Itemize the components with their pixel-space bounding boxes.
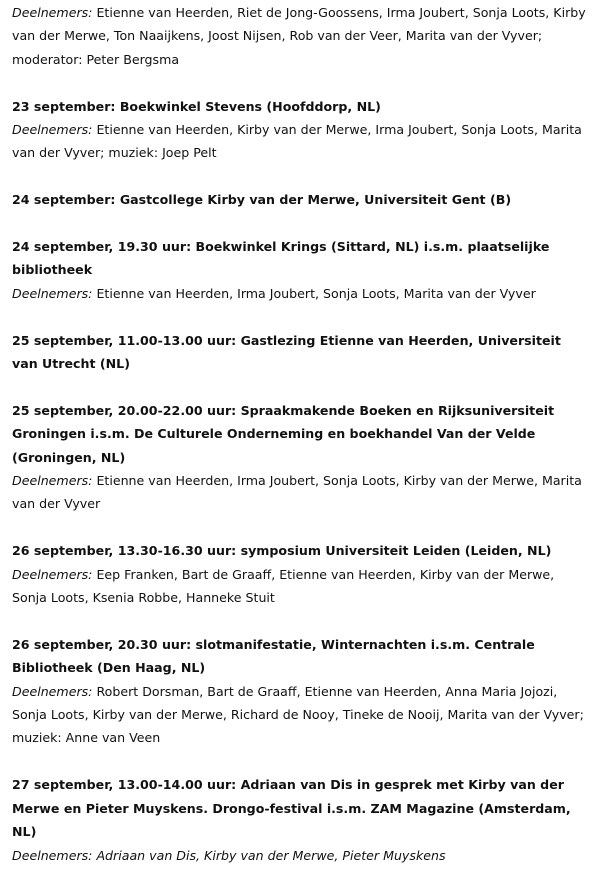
participants-names: Robert Dorsman, Bart de Graaff, Etienne van Heerden, Anna Maria Jojozi, Sonja Loots, Kirby van der Merwe, Richard de Nooy, Tineke de Nooij, Marita van der Vyver; muziek: Anne van Veen xyxy=(12,683,584,746)
event-participants xyxy=(12,469,590,516)
event-participants xyxy=(12,118,590,165)
event-title: 26 september, 13.30-16.30 uur: symposium Universiteit Leiden (Leiden, NL) xyxy=(12,543,552,559)
event-item xyxy=(12,1,590,71)
participants-names: Etienne van Heerden, Riet de Jong-Goossens, Irma Joubert, Sonja Loots, Kirby van der Merwe, Ton Naaijkens, Joost Nijsen, Rob van der Veer, Marita van der Vyver; moderator: Peter Bergsma xyxy=(12,5,586,67)
event-participants xyxy=(12,680,590,750)
event-title: 27 september, 13.00-14.00 uur: Adriaan van Dis in gesprek met Kirby van der Merwe en Pieter Muyskens. Drongo-festival i.s.m. ZAM Magazine (Amsterdam, NL) xyxy=(12,777,571,840)
participants-names: Adriaan van Dis, Kirby van der Merwe, Pieter Muyskens xyxy=(96,847,446,863)
event-title: 24 september: Gastcollege Kirby van der Merwe, Universiteit Gent (B) xyxy=(12,192,512,208)
participants-label: Deelnemers: xyxy=(12,285,93,301)
event-title: 25 september, 11.00-13.00 uur: Gastlezing Etienne van Heerden, Universiteit van Utrecht (NL) xyxy=(12,332,561,372)
event-title: 26 september, 20.30 uur: slotmanifestatie, Winternachten i.s.m. Centrale Bibliotheek (Den Haag, NL) xyxy=(12,636,535,676)
participants-label: Deelnemers: xyxy=(12,5,93,20)
participants-names: Etienne van Heerden, Kirby van der Merwe, Irma Joubert, Sonja Loots, Marita van der Vyver; muziek: Joep Pelt xyxy=(12,122,582,161)
event-item xyxy=(12,399,590,516)
event-item xyxy=(12,633,590,750)
participants-label: Deelnemers: xyxy=(12,847,93,863)
event-title: 25 september, 20.00-22.00 uur: Spraakmakende Boeken en Rijksuniversiteit Groningen i.s.m. De Culturele Onderneming en boekhandel Van der Velde (Groningen, NL) xyxy=(12,402,555,465)
event-title: 23 september: Boekwinkel Stevens (Hoofddorp, NL) xyxy=(12,98,381,114)
event-item xyxy=(12,329,590,376)
participants-names: Etienne van Heerden, Irma Joubert, Sonja Loots, Marita van der Vyver xyxy=(96,285,536,301)
participants-names: Etienne van Heerden, Irma Joubert, Sonja Loots, Kirby van der Merwe, Marita van der Vyver xyxy=(12,473,582,512)
participants-label: Deelnemers: xyxy=(12,122,93,138)
participants-label: Deelnemers: xyxy=(12,683,93,699)
event-participants xyxy=(12,282,590,305)
event-participants xyxy=(12,844,590,867)
event-item xyxy=(12,95,590,165)
event-title: 24 september, 19.30 uur: Boekwinkel Krings (Sittard, NL) i.s.m. plaatselijke bibliotheek xyxy=(12,239,550,278)
event-item xyxy=(12,188,590,211)
participants-label: Deelnemers: xyxy=(12,473,93,489)
event-participants xyxy=(12,563,590,610)
participants-names: Eep Franken, Bart de Graaff, Etienne van Heerden, Kirby van der Merwe, Sonja Loots, Ksenia Robbe, Hanneke Stuit xyxy=(12,566,555,606)
event-item xyxy=(12,235,590,305)
event-list xyxy=(0,1,590,867)
event-item xyxy=(12,539,590,609)
event-item xyxy=(12,773,590,867)
event-participants xyxy=(12,1,590,71)
participants-label: Deelnemers: xyxy=(12,566,93,582)
